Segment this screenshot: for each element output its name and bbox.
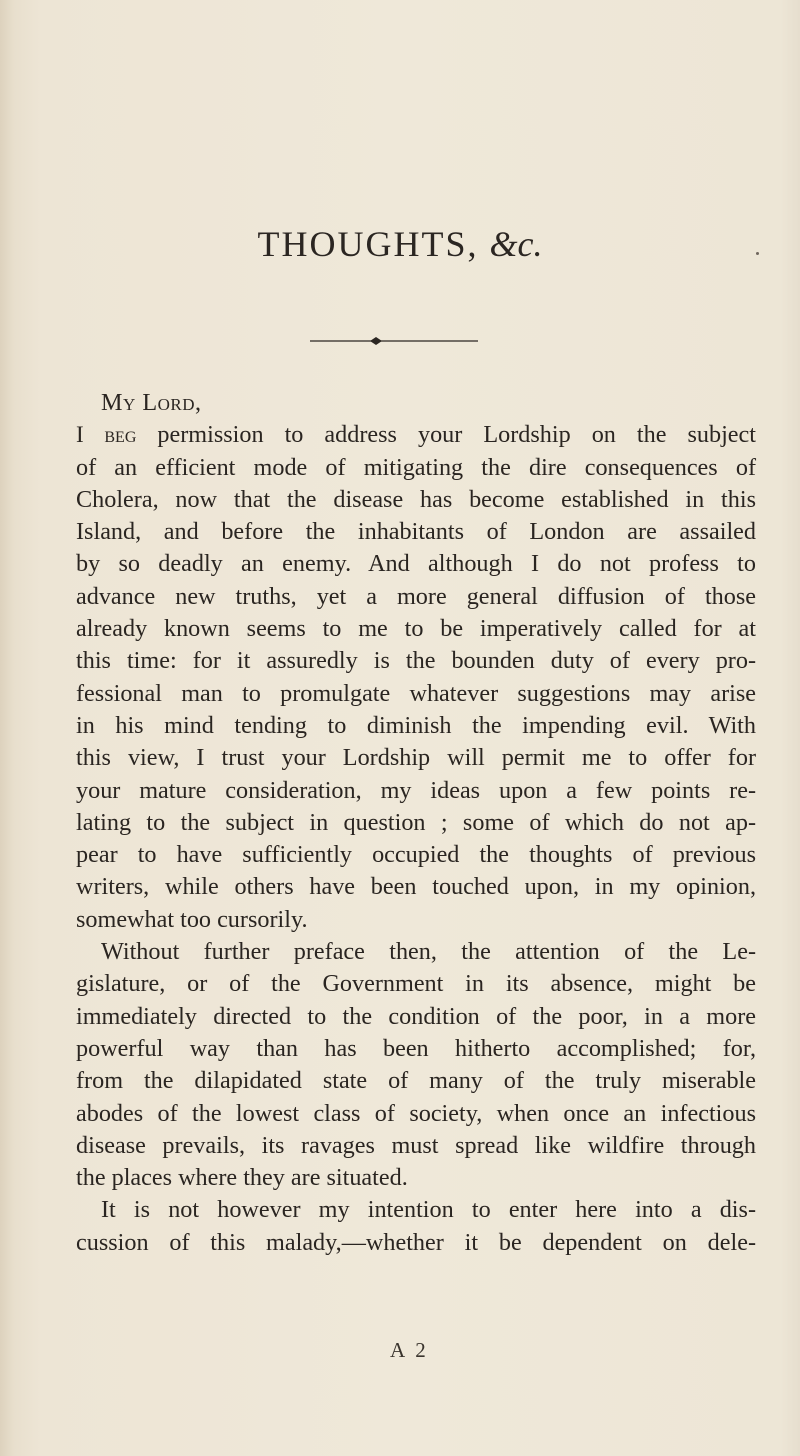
text-line: by so deadly an enemy. And although I do not profess to <box>76 550 756 578</box>
text-line: fessional man to promulgate whatever suggestions may arise <box>76 679 756 707</box>
text-line: immediately directed to the condition of the poor, in a more <box>76 1002 756 1030</box>
diamond-divider-icon <box>310 336 478 346</box>
text-line: somewhat too cursorily. <box>76 905 308 933</box>
text-line: in his mind tending to diminish the impending evil. With <box>76 711 756 739</box>
text-line: abodes of the lowest class of society, when once an infectious <box>76 1099 756 1127</box>
text-line: Without further preface then, the attention of the Le- <box>101 938 756 966</box>
text-line: lating to the subject in question ; some of which do not ap- <box>76 808 756 836</box>
text-line: your mature consideration, my ideas upon a few points re- <box>76 776 756 804</box>
stray-mark <box>756 252 759 255</box>
opening-word: I beg <box>76 422 137 448</box>
letter-body <box>76 387 756 1259</box>
text-line: disease prevails, its ravages must spread like wildfire through <box>76 1131 756 1159</box>
text-line: from the dilapidated state of many of the truly miserable <box>76 1067 756 1095</box>
text-line: Island, and before the inhabitants of London are assailed <box>76 518 756 546</box>
text-line: pear to have sufficiently occupied the thoughts of previous <box>76 841 756 869</box>
text-line: this view, I trust your Lordship will permit me to offer for <box>76 744 756 772</box>
page-title <box>0 223 800 265</box>
text-line: the places where they are situated. <box>76 1164 408 1192</box>
text-line: It is not however my intention to enter here into a dis- <box>101 1196 756 1224</box>
text-line: gislature, or of the Government in its absence, might be <box>76 970 756 998</box>
text-line: advance new truths, yet a more general diffusion of those <box>76 582 756 610</box>
text-line: writers, while others have been touched upon, in my opinion, <box>76 873 756 901</box>
text-line: this time: for it assuredly is the bounden duty of every pro- <box>76 647 756 675</box>
salutation: My Lord, <box>101 389 202 416</box>
signature-mark: A 2 <box>390 1338 429 1362</box>
text-line: powerful way than has been hitherto accomplished; for, <box>76 1034 756 1062</box>
text-line: of an efficient mode of mitigating the dire consequences of <box>76 453 756 481</box>
text-line: cussion of this malady,—whether it be dependent on dele- <box>76 1228 756 1256</box>
text-line: already known seems to me to be imperatively called for at <box>76 615 756 643</box>
text-line: I beg permission to address your Lordship on the subject <box>76 421 756 449</box>
title-main: THOUGHTS, <box>257 224 479 264</box>
title-etc: &c. <box>489 224 543 264</box>
text-line: Cholera, now that the disease has become established in this <box>76 485 756 513</box>
